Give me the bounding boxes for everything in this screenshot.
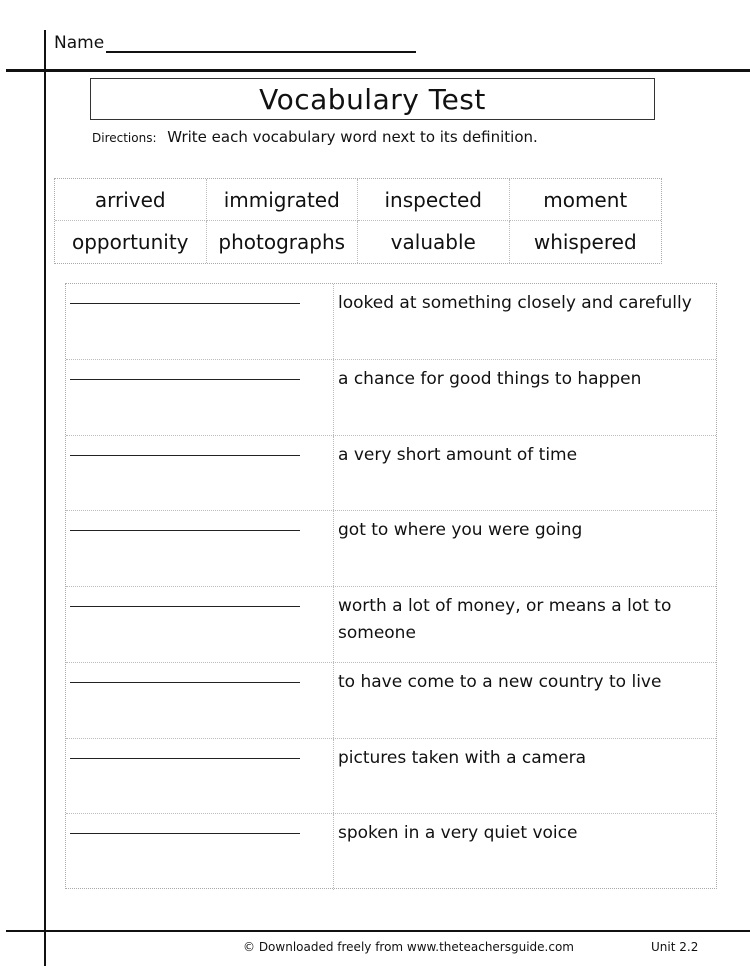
margin-line-vertical (44, 30, 46, 966)
footer-credit: © Downloaded freely from www.theteachersguide.com (243, 940, 574, 954)
definition-text: a very short amount of time (338, 444, 578, 465)
directions-text: Write each vocabulary word next to its definition. (167, 128, 538, 146)
definition-text: a chance for good things to happen (338, 368, 642, 389)
answer-table (65, 283, 717, 889)
footer-rule (6, 930, 750, 932)
name-blank[interactable] (106, 33, 416, 53)
title-box (90, 78, 655, 120)
definition-text: spoken in a very quiet voice (338, 823, 578, 844)
answer-row (66, 663, 716, 739)
answer-blank-cell[interactable] (66, 739, 334, 814)
answer-blank-line (70, 833, 300, 834)
directions (92, 128, 538, 146)
word-bank-item: opportunity (55, 221, 207, 263)
answer-row (66, 739, 716, 815)
answer-blank-line (70, 530, 300, 531)
answer-row (66, 360, 716, 436)
answer-blank-cell[interactable] (66, 814, 334, 890)
name-field (54, 33, 416, 53)
word-bank-item: arrived (55, 179, 207, 221)
word-bank-item: whispered (533, 230, 637, 254)
answer-row (66, 511, 716, 587)
answer-blank-cell[interactable] (66, 511, 334, 586)
definition-text: pictures taken with a camera (338, 747, 587, 768)
definition-text: worth a lot of money, or means a lot to someone (338, 596, 672, 643)
word-bank-item: immigrated (207, 179, 359, 221)
answer-row (66, 587, 716, 663)
answer-blank-line (70, 682, 300, 683)
word-bank (54, 178, 662, 264)
answer-blank-cell[interactable] (66, 436, 334, 511)
word-bank-item: inspected (358, 179, 510, 221)
answer-blank-cell[interactable] (66, 360, 334, 435)
definition-text: to have come to a new country to live (338, 671, 662, 692)
answer-blank-cell[interactable] (66, 663, 334, 738)
directions-label: Directions: (92, 131, 157, 145)
answer-blank-cell[interactable] (66, 587, 334, 662)
answer-blank-cell[interactable] (66, 284, 334, 359)
answer-row (66, 284, 716, 360)
definition-text: looked at something closely and carefully (338, 293, 692, 313)
word-bank-item: valuable (358, 221, 510, 263)
answer-blank-line (70, 379, 300, 380)
answer-blank-line (70, 758, 300, 759)
page-title: Vocabulary Test (259, 82, 486, 116)
answer-row (66, 436, 716, 512)
word-bank-item: photographs (207, 221, 359, 263)
definition-text: got to where you were going (338, 520, 583, 541)
answer-row (66, 814, 716, 890)
answer-blank-line (70, 455, 300, 456)
answer-blank-line (70, 606, 300, 607)
unit-label: Unit 2.2 (651, 940, 699, 954)
answer-blank-line (70, 303, 300, 304)
header-rule (6, 69, 750, 72)
word-bank-item: moment (510, 179, 662, 221)
name-label: Name (54, 33, 105, 53)
